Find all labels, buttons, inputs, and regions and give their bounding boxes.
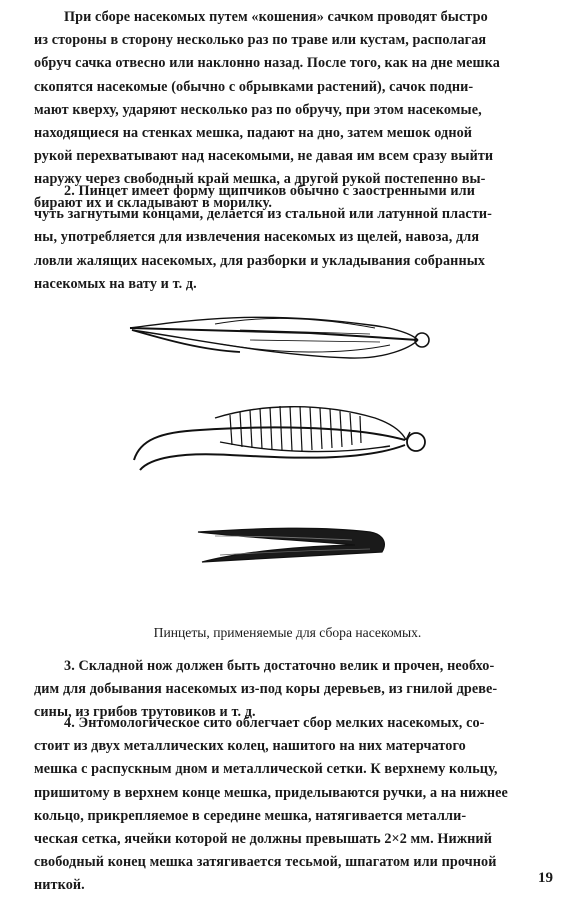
text-line: При сборе насекомых путем «кошения» сачком проводят быстро (64, 9, 488, 25)
text-line: ческая сетка, ячейки которой не должны превышать 2×2 мм. Нижний (34, 831, 492, 848)
text-line: наружу через свободный край мешка, а другой рукой постепенно вы- (34, 171, 486, 188)
text-line: пришитому в верхнем конце мешка, приделываются ручки, а на нижнее (34, 784, 508, 801)
text-line: насекомых на вату и т. д. (34, 275, 197, 292)
curved-tweezers-image (134, 406, 425, 470)
straight-tweezers-image (130, 317, 429, 358)
tweezers-drawing (120, 300, 450, 600)
text-line: сины, из грибов трутовиков и т. д. (34, 704, 256, 721)
text-line: чуть загнутыми концами, делается из стальной или латунной пласти- (34, 206, 492, 223)
text-line: стоит из двух металлических колец, нашитого на них матерчатого (34, 738, 466, 755)
text-line: ны, употребляется для извлечения насекомых из щелей, навоза, для (34, 229, 480, 246)
text-line: мешка с распускным дном и металлической сетки. К верхнему кольцу, (34, 761, 498, 778)
page-number: 19 (538, 870, 553, 886)
text-line: находящиеся на стенках мешка, падают на дно, затем мешок одной (34, 125, 473, 142)
text-line: скопятся насекомые (обычно с обрывками растений), сачок подни- (34, 78, 474, 95)
flat-tweezers-image (198, 528, 384, 562)
text-line: дим для добывания насекомых из-под коры деревьев, из гнилой древе- (34, 681, 498, 698)
text-line: кольцо, прикрепляемое в середине мешка, натягивается металли- (34, 807, 467, 824)
text-line: 2. Пинцет имеет форму щипчиков обычно с заостренными или (64, 183, 475, 199)
paragraph-tweezers (34, 180, 546, 296)
text-line: ниткой. (34, 877, 85, 894)
text-line: бирают их и складывают в морилку. (34, 194, 272, 211)
text-line: свободный конец мешка затягивается тесьмой, шпагатом или прочной (34, 854, 497, 871)
text-line: мают кверху, ударяют несколько раз по обручу, при этом насекомые, (34, 101, 482, 118)
text-line: 4. Энтомологическое сито облегчает сбор мелких насекомых, со- (64, 715, 485, 731)
text-line: рукой перехватывают над насекомыми, не давая им всем сразу выйти (34, 148, 494, 165)
text-line: обруч сачка отвесно или наклонно назад. После того, как на дне мешка (34, 55, 500, 72)
text-line: ловли жалящих насекомых, для разборки и укладывания собранных (34, 252, 486, 269)
text-line: из стороны в сторону несколько раз по траве или кустам, располагая (34, 32, 487, 49)
text-line: 3. Складной нож должен быть достаточно велик и прочен, необхо- (64, 658, 495, 674)
tweezers-illustration (120, 300, 450, 600)
figure-caption: Пинцеты, применяемые для сбора насекомых. (153, 625, 422, 640)
paragraph-sieve (34, 712, 546, 898)
